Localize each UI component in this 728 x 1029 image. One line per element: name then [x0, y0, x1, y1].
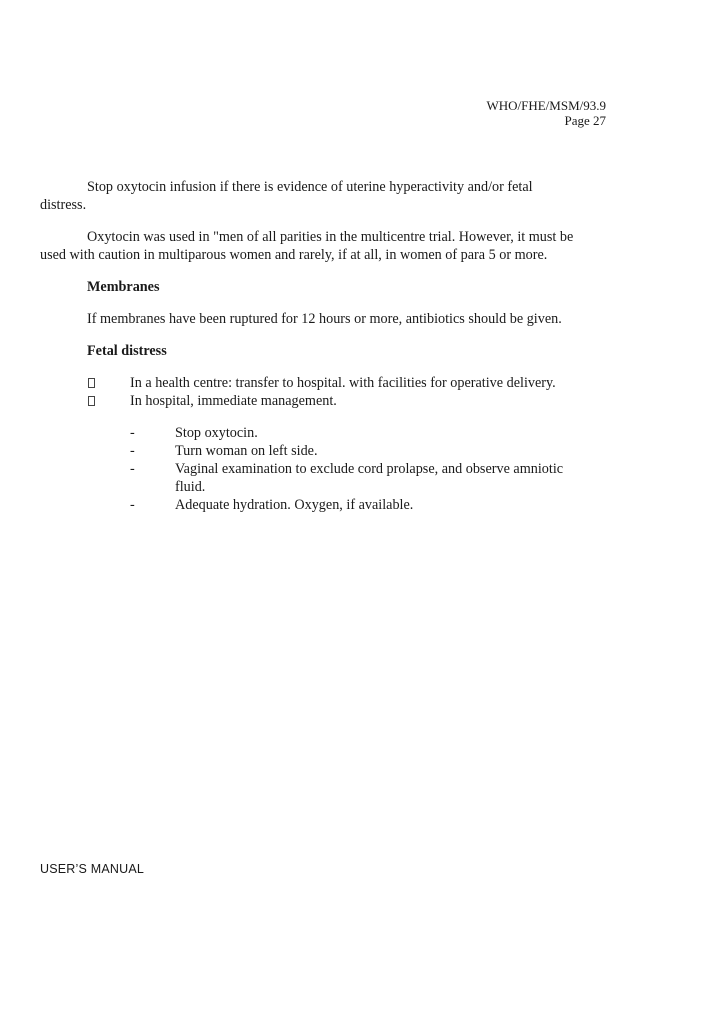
- dash-marker: -: [130, 497, 135, 513]
- management-list: [40, 424, 580, 514]
- page-number: Page 27: [564, 113, 606, 128]
- bullet-box-icon: [88, 396, 95, 406]
- list-item-text: Vaginal examination to exclude cord prolapse, and observe amniotic fluid.: [175, 461, 564, 495]
- heading-fetal-distress: Fetal distress: [87, 343, 167, 359]
- page-footer: USER’S MANUAL: [40, 862, 145, 876]
- page-header: [486, 98, 606, 128]
- list-item: [40, 392, 580, 410]
- list-item: [40, 496, 580, 514]
- list-item: [40, 442, 580, 460]
- list-item: [40, 460, 580, 496]
- paragraph-text: Stop oxytocin infusion if there is evidence of uterine hyperactivity and/or fetal distress.: [40, 179, 533, 213]
- bullet-list: [40, 374, 580, 410]
- paragraph-oxytocin-use: [40, 228, 580, 264]
- list-item: [40, 424, 580, 442]
- document-code: WHO/FHE/MSM/93.9: [486, 98, 606, 113]
- bullet-box-icon: [88, 378, 95, 388]
- paragraph-text: Oxytocin was used in "men of all parities in the multicentre trial. However, it must be used with caution in multiparous women and rarely, if at all, in women of para 5 or more.: [40, 229, 574, 263]
- paragraph-text: If membranes have been ruptured for 12 hours or more, antibiotics should be given.: [87, 311, 562, 327]
- heading-membranes: Membranes: [87, 279, 160, 295]
- dash-marker: -: [130, 425, 135, 441]
- list-item-text: In a health centre: transfer to hospital. with facilities for operative delivery.: [130, 375, 556, 391]
- dash-marker: -: [130, 461, 135, 477]
- list-item-text: Stop oxytocin.: [175, 425, 258, 441]
- paragraph-stop-oxytocin: [40, 178, 580, 214]
- list-item: [40, 374, 580, 392]
- list-item-text: Turn woman on left side.: [175, 443, 318, 459]
- list-item-text: In hospital, immediate management.: [130, 393, 337, 409]
- paragraph-membranes: [40, 310, 580, 328]
- dash-marker: -: [130, 443, 135, 459]
- document-body: [40, 178, 580, 514]
- list-item-text: Adequate hydration. Oxygen, if available.: [175, 497, 414, 513]
